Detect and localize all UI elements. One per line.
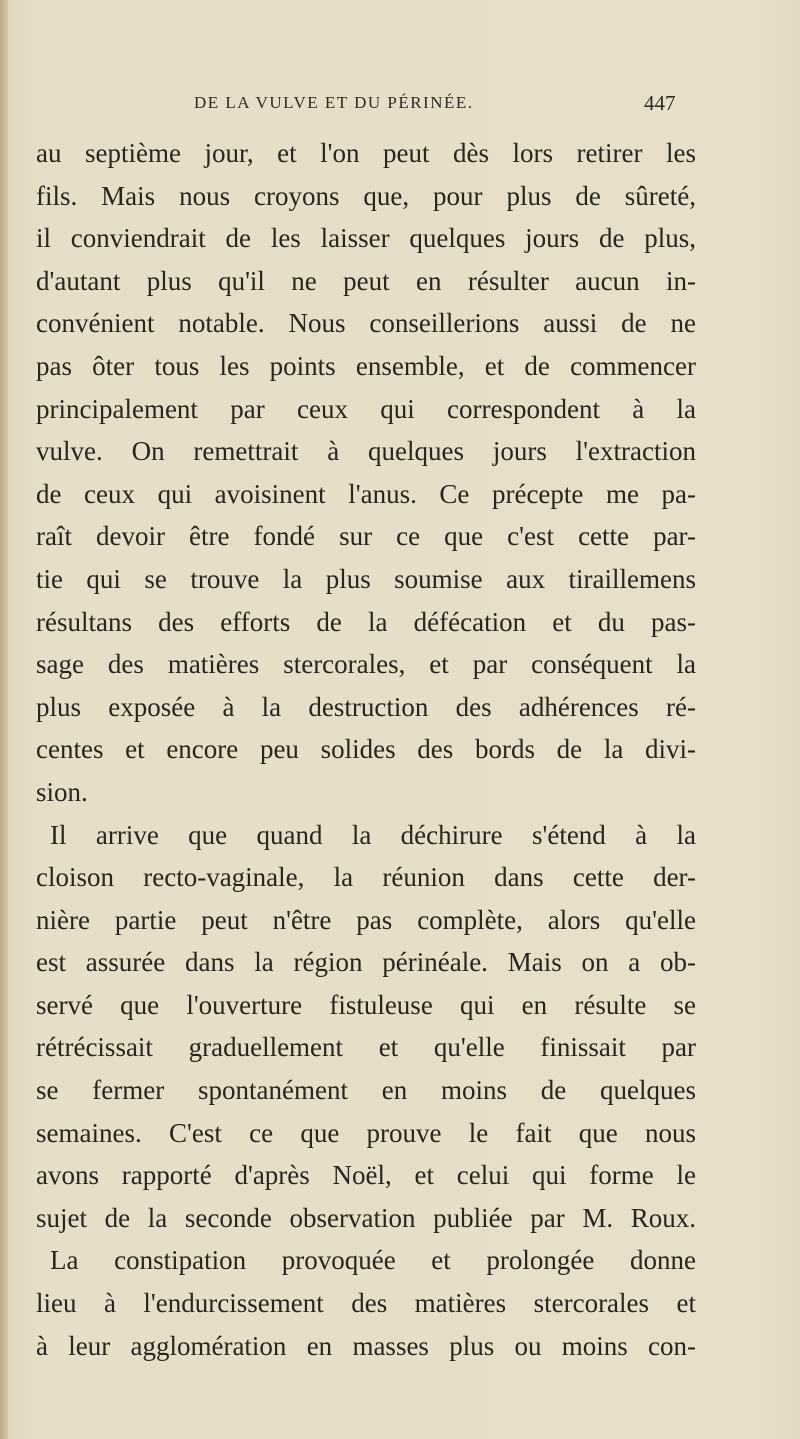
text-line: tie qui se trouve la plus soumise aux tiraillemens xyxy=(36,563,696,594)
text-line: à leur agglomération en masses plus ou moins con- xyxy=(36,1330,696,1361)
text-line: il conviendrait de les laisser quelques jours de plus, xyxy=(36,223,696,254)
page-binding-edge xyxy=(0,0,8,1439)
text-line: centes et encore peu solides des bords de la divi- xyxy=(36,734,696,765)
text-line: résultans des efforts de la défécation et du pas- xyxy=(36,606,696,637)
text-line: semaines. C'est ce que prouve le fait que nous xyxy=(36,1117,696,1148)
text-line: lieu à l'endurcissement des matières stercorales et xyxy=(36,1288,696,1319)
body-text xyxy=(36,132,696,1367)
text-line: nière partie peut n'être pas complète, alors qu'elle xyxy=(36,904,696,935)
text-line: de ceux qui avoisinent l'anus. Ce précepte me pa- xyxy=(36,478,696,509)
text-line: servé que l'ouverture fistuleuse qui en résulte se xyxy=(36,989,696,1020)
text-line: principalement par ceux qui correspondent à la xyxy=(36,393,696,424)
running-head xyxy=(0,88,800,118)
text-line: se fermer spontanément en moins de quelques xyxy=(36,1075,696,1106)
text-line: avons rapporté d'après Noël, et celui qui forme le xyxy=(36,1160,696,1191)
text-line: pas ôter tous les points ensemble, et de commencer xyxy=(36,350,696,381)
text-line: convénient notable. Nous conseillerions aussi de ne xyxy=(36,308,696,339)
text-line: cloison recto-vaginale, la réunion dans cette der- xyxy=(36,862,696,893)
text-line: Il arrive que quand la déchirure s'étend à la xyxy=(50,819,696,850)
running-title: DE LA VULVE ET DU PÉRINÉE. xyxy=(194,93,474,112)
text-line: fils. Mais nous croyons que, pour plus de sûreté, xyxy=(36,180,696,211)
text-line: La constipation provoquée et prolongée donne xyxy=(50,1245,696,1276)
text-line: sion. xyxy=(36,776,88,807)
text-line: raît devoir être fondé sur ce que c'est cette par- xyxy=(36,521,696,552)
text-line: est assurée dans la région périnéale. Mais on a ob- xyxy=(36,947,696,978)
text-line: rétrécissait graduellement et qu'elle finissait par xyxy=(36,1032,696,1063)
text-line: au septième jour, et l'on peut dès lors retirer les xyxy=(36,138,696,168)
text-line: sujet de la seconde observation publiée par M. Roux. xyxy=(36,1202,696,1233)
text-line: vulve. On remettrait à quelques jours l'extraction xyxy=(36,436,696,467)
text-line: d'autant plus qu'il ne peut en résulter aucun in- xyxy=(36,265,696,296)
text-line: plus exposée à la destruction des adhérences ré- xyxy=(36,691,696,722)
text-line: sage des matières stercorales, et par conséquent la xyxy=(36,649,696,680)
page-number: 447 xyxy=(644,91,676,115)
